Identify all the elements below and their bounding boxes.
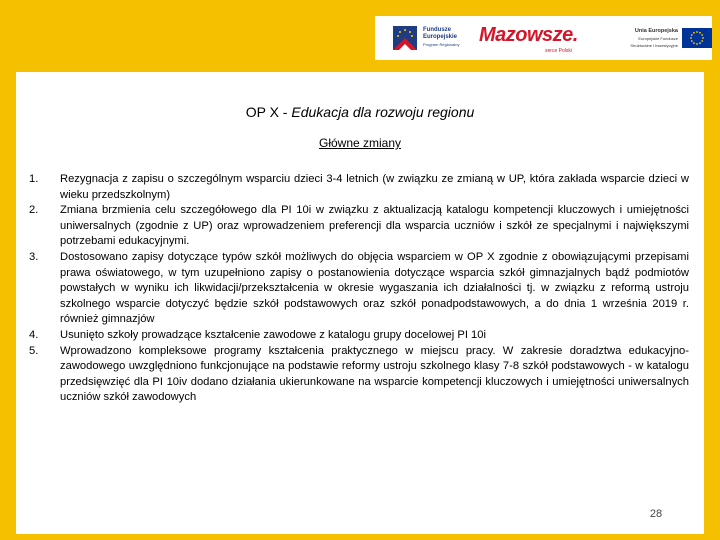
ue-line-2: Europejskie Fundusze xyxy=(638,36,678,41)
list-item-number: 3. xyxy=(29,250,39,263)
list-item xyxy=(29,328,689,344)
unia-europejska-text xyxy=(598,28,678,49)
list-item-text: Zmiana brzmienia celu szczegółowego dla PI 10i w związku z aktualizacją katalogu kompetencji kluczowych i umiejętności uniwersalnych (zgodnie z UP) oraz wprowadzeniem preferencji dla wsparcia uczniów i szkół ze specjalnymi i największymi potrzebami edukacyjnymi. xyxy=(60,204,689,248)
slide-title-italic: Edukacja dla rozwoju regionu xyxy=(291,104,475,120)
list-item xyxy=(29,172,689,203)
slide-title xyxy=(0,104,720,120)
slide-subtitle xyxy=(0,136,720,150)
fe-line-3: Program Regionalny xyxy=(423,42,460,47)
logo-bar xyxy=(375,16,712,60)
slide-subtitle-text: Główne zmiany xyxy=(318,136,402,150)
mazowsze-logo xyxy=(479,24,589,54)
ue-line-3: Strukturalne i Inwestycyjne xyxy=(630,43,678,48)
page-number: 28 xyxy=(649,508,663,520)
mazowsze-name: Mazowsze. xyxy=(479,24,578,46)
fundusze-europejskie-logo-icon xyxy=(391,24,419,52)
list-item-text: Rezygnacja z zapisu o szczególnym wsparciu dzieci 3-4 letnich (w związku ze zmianą w UP, która zakłada wsparcie dzieci w wieku przedszkolnym) xyxy=(60,173,689,201)
fundusze-europejskie-text xyxy=(423,27,459,48)
right-frame-bar xyxy=(704,0,720,540)
list-item-number: 1. xyxy=(29,173,39,185)
list-item-number: 4. xyxy=(29,328,39,341)
fe-line-2: Europejskie xyxy=(423,34,458,40)
list-item xyxy=(29,203,689,250)
fundusze-europejskie-logo xyxy=(391,24,481,54)
list-item-number: 5. xyxy=(29,344,39,357)
left-frame-bar xyxy=(0,0,16,540)
mazowsze-tagline: serce Polski xyxy=(545,48,572,54)
list-item-number: 2. xyxy=(29,204,39,217)
eu-flag-icon xyxy=(682,28,712,48)
bottom-frame-bar xyxy=(0,534,720,540)
fe-line-1: Fundusze xyxy=(423,27,451,33)
list-item-text: Dostosowano zapisy dotyczące typów szkół możliwych do objęcia wsparciem w OP X zgodnie z obowiązującymi przepisami prawa oświatowego, w tym uzupełniono zapisy o postanowienia dotyczące wsparcia szkół gimnazjalnych bądź podmiotów powstałych w wyniku ich likwidacji/przekształcenia w okresie wygaszania ich działalności tj. w związku z reformą ustroju szkolnego wsparcie dotyczyć będzie szkół podstawowych oraz szkół ponadpodstawowych, a do dnia 1 września 2019 r. również gimnazjów xyxy=(60,250,689,326)
changes-list xyxy=(29,172,689,406)
ue-line-1: Unia Europejska xyxy=(634,28,678,34)
list-item-text: Usunięto szkoły prowadzące kształcenie zawodowe z katalogu grupy docelowej PI 10i xyxy=(60,328,486,341)
slide-title-prefix: OP X - xyxy=(245,104,292,120)
list-item-text: Wprowadzono kompleksowe programy kształcenia praktycznego w miejscu pracy. W zakresie doradztwa edukacyjno-zawodowego uwzględniono funkcjonujące na podstawie reformy ustroju szkolnego klasy 7-8 szkół podstawowych - w katalogu przedsięwzięć dla PI 10iv dodano działania ukierunkowane na wsparcie kompetencji kluczowych i umiejętności uniwersalnych uczniów szkół zawodowych xyxy=(60,344,689,404)
list-item xyxy=(29,250,689,328)
unia-europejska-logo xyxy=(598,24,710,54)
list-item xyxy=(29,344,689,406)
